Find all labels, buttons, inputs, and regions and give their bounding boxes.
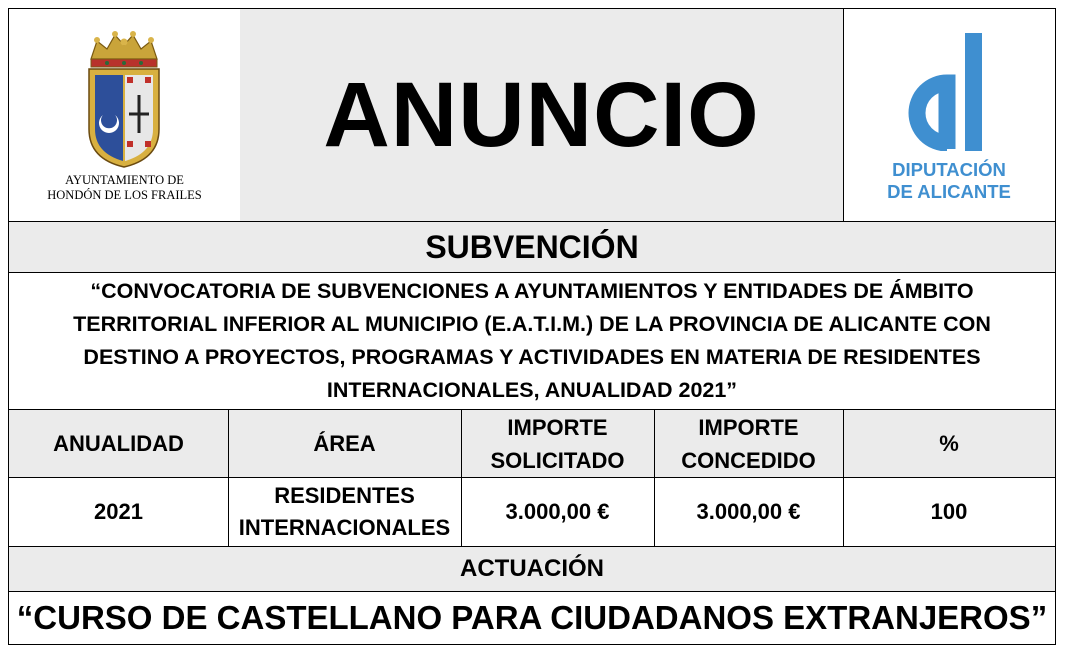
convocatoria-line1: “CONVOCATORIA DE SUBVENCIONES A AYUNTAMIENTOS Y ENTIDADES DE ÁMBITO — [90, 279, 974, 303]
subvencion-row — [9, 222, 1055, 272]
diputacion-alicante-icon — [889, 31, 1009, 151]
coat-of-arms-icon — [79, 29, 169, 169]
title-cell — [240, 9, 843, 221]
diputacion-line1: DIPUTACIÓN — [892, 159, 1006, 180]
cell-anualidad: 2021 — [94, 499, 143, 524]
header-porcentaje: % — [939, 431, 959, 456]
table-header-row — [9, 410, 1055, 477]
header-importe-concedido: IMPORTE CONCEDIDO — [681, 414, 816, 473]
header-importe-solicitado: IMPORTE SOLICITADO — [490, 414, 625, 473]
actuacion-label: ACTUACIÓN — [460, 555, 604, 582]
table-row — [9, 478, 1055, 546]
convocatoria-line4: INTERNACIONALES, ANUALIDAD 2021” — [326, 378, 738, 402]
actuacion-row — [9, 547, 1055, 591]
ayuntamiento-logo — [9, 9, 240, 221]
header-area: ÁREA — [313, 431, 376, 456]
actuacion-title-row — [9, 592, 1055, 644]
header-anualidad: ANUALIDAD — [53, 431, 184, 456]
cell-area: RESIDENTES INTERNACIONALES — [238, 483, 451, 540]
page-title: ANUNCIO — [323, 63, 760, 166]
convocatoria-line3: DESTINO A PROYECTOS, PROGRAMAS Y ACTIVIDADES EN MATERIA DE RESIDENTES — [83, 345, 981, 369]
convocatoria-text — [55, 275, 1009, 407]
actuacion-title: “CURSO DE CASTELLANO PARA CIUDADANOS EXTRANJEROS” — [16, 599, 1048, 636]
diputacion-line2: DE ALICANTE — [887, 181, 1011, 202]
convocatoria-line2: TERRITORIAL INFERIOR AL MUNICIPIO (E.A.T.I.M.) DE LA PROVINCIA DE ALICANTE CON — [73, 312, 991, 336]
cell-importe-solicitado: 3.000,00 € — [505, 499, 610, 524]
ayuntamiento-line1: AYUNTAMIENTO DE — [65, 173, 184, 187]
convocatoria-row — [9, 273, 1055, 409]
cell-porcentaje: 100 — [930, 499, 968, 524]
ayuntamiento-line2: HONDÓN DE LOS FRAILES — [47, 188, 202, 202]
diputacion-logo — [843, 9, 1055, 221]
header-row — [9, 9, 1055, 221]
subvencion-label: SUBVENCIÓN — [425, 228, 639, 265]
announcement-frame — [8, 8, 1056, 645]
cell-importe-concedido: 3.000,00 € — [696, 499, 801, 524]
